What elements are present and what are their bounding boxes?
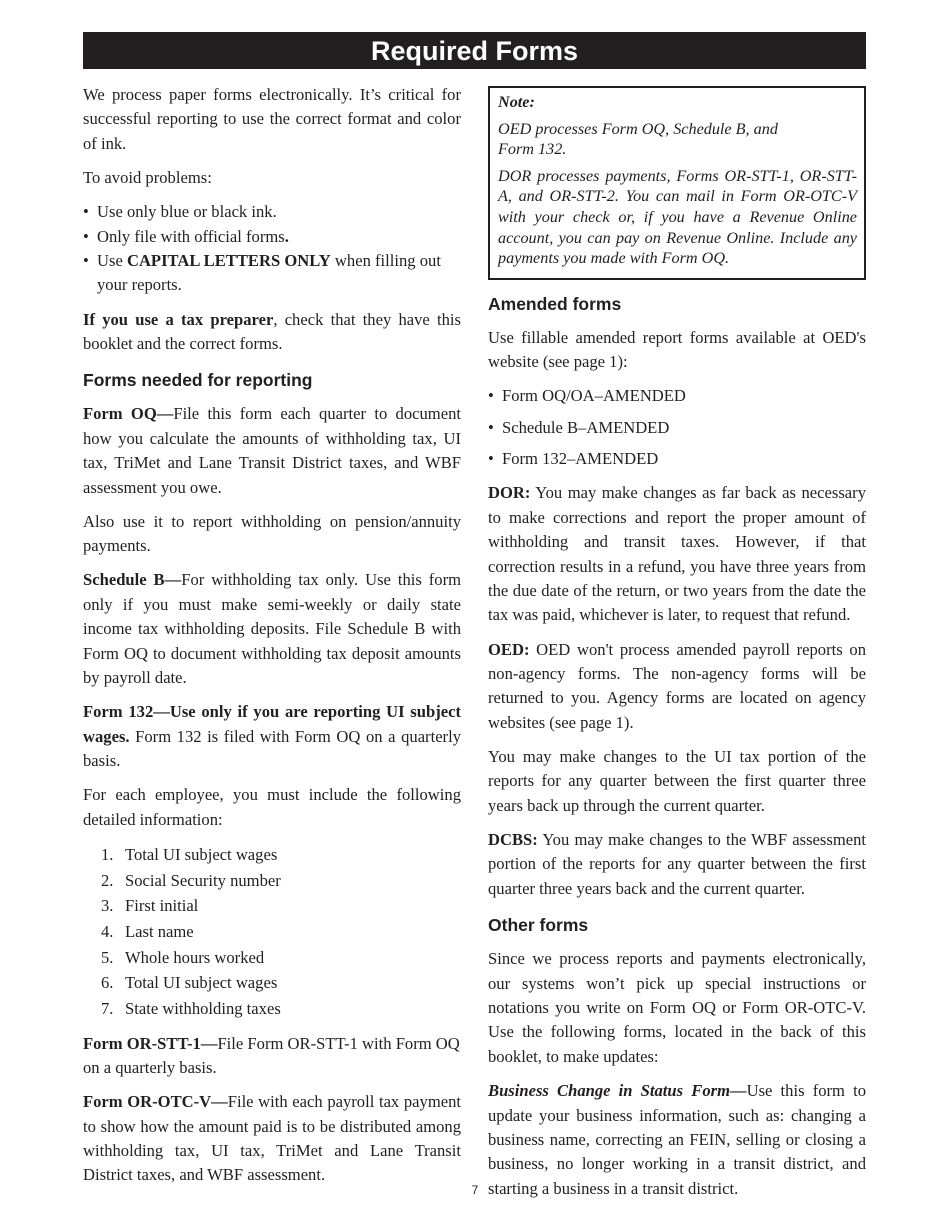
dcbs-paragraph <box>488 828 866 901</box>
list-number: 1. <box>101 844 114 864</box>
schedule-b-paragraph <box>83 568 461 690</box>
business-change-label: Business Change in Status Form— <box>488 1081 747 1101</box>
list-item: • Schedule B–AMENDED <box>488 416 866 440</box>
list-item <box>83 868 461 894</box>
employee-info-list <box>83 842 461 1022</box>
note-label: Note: <box>498 93 535 111</box>
ui-changes-paragraph: You may make changes to the UI tax portion of the reports for any quarter between the first quarter three years back up through the current quarter. <box>488 747 866 815</box>
tip-text: when filling out your reports. <box>97 251 441 295</box>
page-number: 7 <box>471 1183 479 1197</box>
list-item <box>83 893 461 919</box>
list-text: Whole hours worked <box>125 947 265 967</box>
form-stt1-text: File Form OR-STT-1 with Form OQ on a quarterly basis. <box>83 1033 460 1078</box>
note-box <box>488 86 866 280</box>
list-text: Total UI subject wages <box>125 844 278 864</box>
form-132-text: Form 132 is filed with Form OQ on a quarterly basis. <box>83 726 461 771</box>
form-otcv-label: Form OR-OTC-V— <box>83 1092 228 1112</box>
note-dor-text: DOR processes payments, Forms OR-STT-1, OR-STT-A, and OR-STT-2. You can mail in Form OR-OTC-V with your check or, if you have a Revenue Online account, you can pay on Revenue Online. Include any payments you made with Form OQ. <box>498 166 857 268</box>
pension-paragraph: Also use it to report withholding on pension/annuity payments. <box>83 511 461 556</box>
list-number: 5. <box>101 947 114 967</box>
tip-emphasis: CAPITAL LETTERS ONLY <box>126 251 331 271</box>
list-number: 4. <box>101 922 114 942</box>
dor-label: DOR: <box>488 483 531 503</box>
schedule-b-label: Schedule B— <box>83 570 182 590</box>
intro-paragraph: We process paper forms electronically. It’s critical for successful reporting to use the correct format and color of ink. <box>83 85 461 153</box>
list-text: State withholding taxes <box>125 999 281 1019</box>
oed-label: OED: <box>488 639 530 659</box>
tip-period: . <box>284 226 289 246</box>
list-text: Social Security number <box>125 870 281 890</box>
list-item <box>83 249 461 298</box>
right-column <box>488 83 866 1211</box>
tip-text: Use <box>97 251 127 271</box>
oed-paragraph <box>488 638 866 736</box>
list-item <box>83 996 461 1022</box>
list-number: 3. <box>101 896 114 916</box>
amended-forms-list <box>488 384 866 471</box>
form-otcv-text: File with each payroll tax payment to show how the amount paid is to be distributed among withholding tax, UI tax, TriMet and Lane Transit District taxes, and WBF assessment. <box>83 1092 461 1185</box>
form-stt1-label: Form OR-STT-1— <box>83 1033 218 1053</box>
list-item: • Form OQ/OA–AMENDED <box>488 384 866 408</box>
dor-text: You may make changes as far back as necessary to make corrections and report the proper amount of withholding and transit taxes. However, if that correction results in a refund, you have three years from the due date of the return, or two years from the date the tax was paid, whichever is later, to request that refund. <box>488 483 866 625</box>
electronic-processing-paragraph: Since we process reports and payments electronically, our systems won’t pick up special instructions or notations you write on Form OQ or Form OR-OTC-V. Use the following forms, located in the back of this booklet, to make updates: <box>488 949 866 1066</box>
amended-forms-heading: Amended forms <box>488 293 622 314</box>
list-number: 7. <box>101 999 114 1019</box>
list-text: Total UI subject wages <box>125 973 278 993</box>
list-number: 2. <box>101 870 114 890</box>
list-item <box>83 945 461 971</box>
forms-needed-heading: Forms needed for reporting <box>83 370 313 391</box>
left-column <box>83 83 461 1198</box>
oed-text: OED won't process amended payroll reports on non-agency forms. The non-agency forms will be returned to you. Agency forms are located on agency websites (see page 1). <box>488 639 866 732</box>
note-oed-text: OED processes Form OQ, Schedule B, and Form 132. <box>498 119 778 159</box>
page-title: Required Forms <box>83 32 866 69</box>
tip-text: Use only blue or black ink. <box>97 202 277 222</box>
list-text: First initial <box>125 896 199 916</box>
list-text: Last name <box>125 922 194 942</box>
employee-info-paragraph: For each employee, you must include the following detailed information: <box>83 785 461 829</box>
form-132-paragraph <box>83 700 461 773</box>
avoid-problems-text: To avoid problems: <box>83 168 212 188</box>
form-132-label: Form 132—Use only if you are reporting UI subject wages. <box>83 702 461 746</box>
tips-list <box>83 200 461 298</box>
list-item: • Form 132–AMENDED <box>488 447 866 471</box>
other-forms-heading: Other forms <box>488 915 589 936</box>
tax-preparer-text: , check that they have this booklet and the correct forms. <box>83 309 461 354</box>
tax-preparer-label: If you use a tax preparer <box>83 309 274 329</box>
form-otcv-paragraph <box>83 1090 461 1188</box>
tip-text: Only file with official forms <box>97 226 285 246</box>
dcbs-text: You may make changes to the WBF assessment portion of the reports for any quarter between the first quarter three years back and the current quarter. <box>488 830 866 898</box>
form-oq-label: Form OQ— <box>83 404 174 424</box>
dor-paragraph <box>488 481 866 627</box>
list-item <box>83 842 461 868</box>
list-item <box>83 919 461 945</box>
schedule-b-text: For withholding tax only. Use this form only if you must make semi-weekly or daily state income tax withholding deposits. File Schedule B with Form OQ to document withholding tax deposit amounts by payroll date. <box>83 570 462 688</box>
list-item <box>83 225 461 249</box>
tax-preparer-paragraph <box>83 308 461 357</box>
fillable-forms-paragraph: Use fillable amended report forms available at OED's website (see page 1): <box>488 327 866 372</box>
business-change-text: Use this form to update your business information, such as: changing a business name, correcting an FEIN, selling or closing a business, no longer working in a transit district, and starting a business in a transit district. <box>488 1081 867 1198</box>
form-oq-paragraph <box>83 402 461 500</box>
form-oq-text: File this form each quarter to document how you calculate the amounts of withholding tax, UI tax, TriMet and Lane Transit District taxes, and WBF assessment you owe. <box>83 404 461 497</box>
dcbs-label: DCBS: <box>488 830 538 850</box>
list-number: 6. <box>101 973 114 993</box>
list-item <box>83 970 461 996</box>
list-item <box>83 200 461 224</box>
form-stt1-paragraph <box>83 1032 461 1081</box>
